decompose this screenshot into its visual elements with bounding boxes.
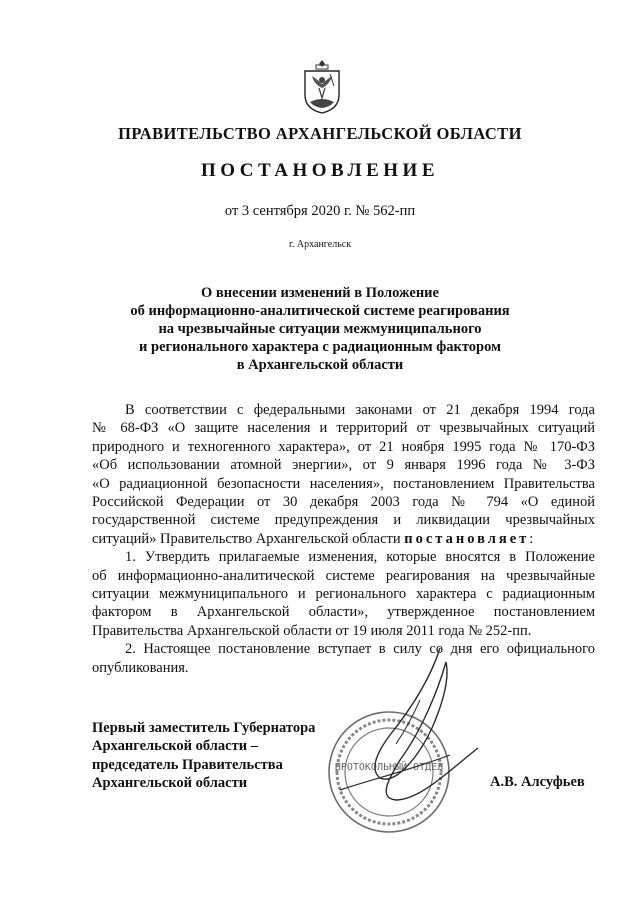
document-city: г. Архангельск (288, 239, 352, 250)
item1-line: ситуации межмуниципального и регионального характера с радиационным (92, 586, 595, 603)
position-line: Архангельской области – (92, 738, 258, 755)
body-line: природного и техногенного характера», от 21 ноября 1995 года № 170-ФЗ (92, 438, 595, 455)
subject-line: об информационно-аналитической системе реагирования (130, 303, 510, 319)
resolve-suffix: : (529, 530, 534, 547)
document-date: от 3 сентября 2020 г. № 562-пп (224, 203, 416, 219)
body-line: «О радиационной безопасности населения», постановлением Правительства (92, 475, 595, 492)
document-subject (60, 284, 580, 374)
body-line: Российской Федерации от 30 декабря 2003 года № 794 «О единой (92, 494, 595, 511)
position-line: председатель Правительства (92, 756, 283, 773)
handwritten-signature-icon (300, 640, 500, 820)
stamp-text: ПРОТОКОЛЬНЫЙ ОТДЕЛ (334, 762, 444, 773)
position-line: Первый заместитель Губернатора (92, 720, 316, 736)
body-line: «Об использовании атомной энергии», от 9 января 1996 года № 3-ФЗ (92, 457, 595, 474)
government-title: ПРАВИТЕЛЬСТВО АРХАНГЕЛЬСКОЙ ОБЛАСТИ (118, 124, 522, 143)
position-line: Архангельской области (92, 775, 248, 792)
coat-of-arms-icon (302, 58, 342, 114)
item1-line: Правительства Архангельской области от 19 июля 2011 года № 252-пп. (92, 622, 532, 639)
signatory-name: А.В. Алсуфьев (490, 774, 585, 790)
subject-line: О внесении изменений в Положение (201, 285, 439, 301)
signatory-position (92, 719, 315, 793)
resolve-line (92, 530, 595, 548)
item2-line: 2. Настоящее постановление вступает в силу со дня его официального (125, 641, 595, 658)
subject-line: и регионального характера с радиационным фактором (139, 339, 501, 355)
subject-line: на чрезвычайные ситуации межмуниципального (158, 321, 482, 337)
body-line: В соответствии с федеральными законами от 21 декабря 1994 года (125, 402, 595, 418)
body-line: № 68-ФЗ «О защите населения и территорий от чрезвычайных ситуаций (92, 420, 595, 437)
resolve-prefix: ситуаций» Правительство Архангельской области (92, 530, 405, 547)
item1-line: об информационно-аналитической системе реагирования на чрезвычайные (92, 567, 595, 584)
item1-line: 1. Утвердить прилагаемые изменения, которые вносятся в Положение (125, 549, 595, 566)
item2-line: опубликования. (92, 659, 189, 676)
subject-line: в Архангельской области (236, 357, 404, 373)
resolve-word: постановляет (404, 530, 530, 547)
item1-line: фактором в Архангельской области», утвержденное постановлением (92, 604, 595, 621)
document-body (92, 401, 595, 677)
body-line: государственной системе предупреждения и ликвидации чрезвычайных (92, 512, 595, 529)
document-type: ПОСТАНОВЛЕНИЕ (200, 160, 440, 181)
